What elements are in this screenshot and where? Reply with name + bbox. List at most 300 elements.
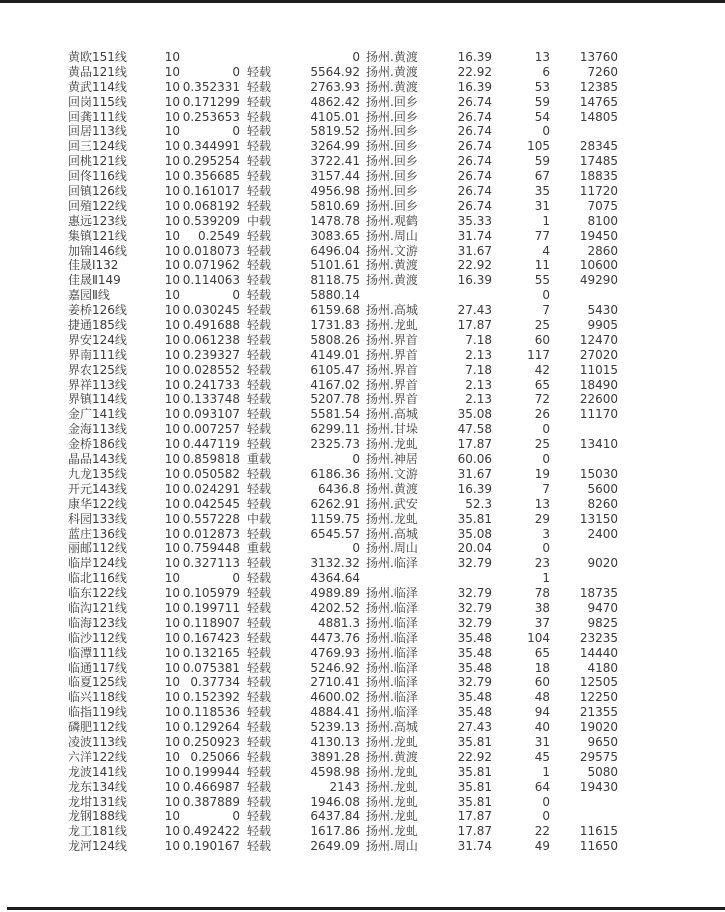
cell-voltage: 10 bbox=[164, 94, 180, 109]
cell-count: 0 bbox=[542, 422, 550, 437]
cell-line-name: 回居113线 bbox=[68, 124, 127, 139]
table-row bbox=[0, 392, 725, 407]
cell-total: 8100 bbox=[587, 213, 618, 228]
cell-value: 5246.92 bbox=[310, 660, 360, 675]
cell-voltage: 10 bbox=[164, 64, 180, 79]
cell-pct: 47.58 bbox=[457, 422, 492, 437]
cell-value: 4956.98 bbox=[310, 184, 360, 199]
cell-pct: 60.06 bbox=[457, 452, 492, 467]
cell-line-name: 黄武114线 bbox=[68, 79, 127, 94]
cell-ratio: 0.061238 bbox=[182, 332, 240, 347]
cell-pct: 2.13 bbox=[465, 377, 492, 392]
cell-pct: 26.74 bbox=[457, 169, 492, 184]
cell-load-level: 轻载 bbox=[247, 839, 272, 854]
cell-ratio: 0.352331 bbox=[182, 79, 240, 94]
cell-station: 扬州.龙虬 bbox=[366, 511, 418, 526]
cell-line-name: 界安124线 bbox=[68, 332, 127, 347]
cell-station: 扬州.回乡 bbox=[366, 184, 418, 199]
cell-pct: 20.04 bbox=[457, 541, 492, 556]
cell-total: 27020 bbox=[579, 347, 618, 362]
cell-count: 11 bbox=[534, 258, 550, 273]
table-row bbox=[0, 556, 725, 571]
cell-line-name: 临指119线 bbox=[68, 705, 127, 720]
cell-pct: 16.39 bbox=[457, 79, 492, 94]
cell-voltage: 10 bbox=[164, 556, 180, 571]
cell-station: 扬州.临泽 bbox=[366, 660, 418, 675]
cell-value: 2325.73 bbox=[310, 437, 360, 452]
cell-voltage: 10 bbox=[164, 243, 180, 258]
cell-line-name: 六洋122线 bbox=[68, 749, 127, 764]
cell-load-level: 轻载 bbox=[247, 720, 272, 735]
cell-value: 1731.83 bbox=[310, 318, 360, 333]
cell-count: 0 bbox=[542, 452, 550, 467]
table-row bbox=[0, 303, 725, 318]
cell-voltage: 10 bbox=[164, 109, 180, 124]
cell-value: 4167.02 bbox=[310, 377, 360, 392]
cell-ratio: 0.093107 bbox=[182, 407, 240, 422]
cell-voltage: 10 bbox=[164, 213, 180, 228]
cell-line-name: 嘉园Ⅱ线 bbox=[68, 288, 110, 303]
cell-station: 扬州.黄渡 bbox=[366, 749, 418, 764]
cell-value: 3722.41 bbox=[310, 154, 360, 169]
cell-line-name: 临北116线 bbox=[68, 571, 127, 586]
table-row bbox=[0, 497, 725, 512]
cell-pct: 17.87 bbox=[457, 318, 492, 333]
cell-ratio: 0 bbox=[232, 288, 240, 303]
cell-count: 7 bbox=[542, 303, 550, 318]
cell-load-level: 轻载 bbox=[247, 347, 272, 362]
cell-line-name: 金桥186线 bbox=[68, 437, 127, 452]
cell-voltage: 10 bbox=[164, 571, 180, 586]
cell-pct: 16.39 bbox=[457, 50, 492, 64]
cell-load-level: 轻载 bbox=[247, 422, 272, 437]
cell-value: 5581.54 bbox=[310, 407, 360, 422]
cell-value: 4989.89 bbox=[310, 586, 360, 601]
cell-total: 11720 bbox=[579, 184, 618, 199]
table-row bbox=[0, 184, 725, 199]
cell-total: 18735 bbox=[579, 586, 618, 601]
cell-count: 18 bbox=[534, 660, 550, 675]
cell-ratio: 0.171299 bbox=[182, 94, 240, 109]
cell-station: 扬州.回乡 bbox=[366, 124, 418, 139]
cell-station: 扬州.回乡 bbox=[366, 169, 418, 184]
cell-total: 14765 bbox=[579, 94, 618, 109]
cell-station: 扬州.临泽 bbox=[366, 675, 418, 690]
cell-station: 扬州.黄渡 bbox=[366, 258, 418, 273]
cell-voltage: 10 bbox=[164, 839, 180, 854]
cell-ratio: 0.199944 bbox=[182, 764, 240, 779]
cell-total: 49290 bbox=[579, 273, 618, 288]
cell-ratio: 0.491688 bbox=[182, 318, 240, 333]
cell-pct: 35.48 bbox=[457, 645, 492, 660]
cell-count: 29 bbox=[534, 511, 550, 526]
cell-total: 11015 bbox=[579, 362, 618, 377]
cell-voltage: 10 bbox=[164, 600, 180, 615]
cell-line-name: 九龙135线 bbox=[68, 466, 127, 481]
cell-station: 扬州.周山 bbox=[366, 541, 418, 556]
cell-station: 扬州.回乡 bbox=[366, 94, 418, 109]
cell-line-name: 开元143线 bbox=[68, 481, 127, 496]
cell-voltage: 10 bbox=[164, 630, 180, 645]
cell-voltage: 10 bbox=[164, 79, 180, 94]
cell-voltage: 10 bbox=[164, 139, 180, 154]
cell-station: 扬州.龙虬 bbox=[366, 734, 418, 749]
table-row bbox=[0, 65, 725, 80]
cell-count: 38 bbox=[534, 600, 550, 615]
cell-total: 9905 bbox=[587, 318, 618, 333]
cell-voltage: 10 bbox=[164, 377, 180, 392]
cell-load-level: 轻载 bbox=[247, 392, 272, 407]
cell-load-level: 轻载 bbox=[247, 526, 272, 541]
cell-load-level: 轻载 bbox=[247, 362, 272, 377]
cell-station: 扬州.回乡 bbox=[366, 198, 418, 213]
cell-station: 扬州.文游 bbox=[366, 243, 418, 258]
cell-line-name: 临沟121线 bbox=[68, 600, 127, 615]
cell-load-level: 轻载 bbox=[247, 630, 272, 645]
cell-load-level: 轻载 bbox=[247, 79, 272, 94]
cell-ratio: 0.356685 bbox=[182, 169, 240, 184]
cell-voltage: 10 bbox=[164, 511, 180, 526]
cell-station: 扬州.观鹤 bbox=[366, 213, 418, 228]
cell-pct: 26.74 bbox=[457, 124, 492, 139]
table-row bbox=[0, 407, 725, 422]
cell-load-level: 轻载 bbox=[247, 660, 272, 675]
cell-pct: 32.79 bbox=[457, 675, 492, 690]
cell-pct: 26.74 bbox=[457, 198, 492, 213]
cell-value: 4130.13 bbox=[310, 734, 360, 749]
cell-load-level: 轻载 bbox=[247, 318, 272, 333]
cell-station: 扬州.龙虬 bbox=[366, 764, 418, 779]
table-row bbox=[0, 288, 725, 303]
table-row bbox=[0, 795, 725, 810]
cell-total: 19450 bbox=[579, 228, 618, 243]
table-row bbox=[0, 139, 725, 154]
cell-total: 4180 bbox=[587, 660, 618, 675]
table-row bbox=[0, 735, 725, 750]
cell-station: 扬州.周山 bbox=[366, 228, 418, 243]
cell-line-name: 回岗115线 bbox=[68, 94, 127, 109]
cell-pct: 35.81 bbox=[457, 764, 492, 779]
cell-total: 18490 bbox=[579, 377, 618, 392]
cell-total: 2860 bbox=[587, 243, 618, 258]
cell-voltage: 10 bbox=[164, 779, 180, 794]
cell-count: 22 bbox=[534, 824, 550, 839]
cell-total: 14440 bbox=[579, 645, 618, 660]
cell-station: 扬州.临泽 bbox=[366, 630, 418, 645]
cell-station: 扬州.临泽 bbox=[366, 645, 418, 660]
cell-load-level: 轻载 bbox=[247, 377, 272, 392]
cell-pct: 31.67 bbox=[457, 243, 492, 258]
cell-voltage: 10 bbox=[164, 437, 180, 452]
cell-voltage: 10 bbox=[164, 541, 180, 556]
cell-count: 3 bbox=[542, 526, 550, 541]
cell-load-level: 轻载 bbox=[247, 139, 272, 154]
cell-load-level: 轻载 bbox=[247, 184, 272, 199]
cell-pct: 17.87 bbox=[457, 809, 492, 824]
cell-count: 6 bbox=[542, 64, 550, 79]
table-row bbox=[0, 780, 725, 795]
cell-pct: 32.79 bbox=[457, 600, 492, 615]
cell-count: 40 bbox=[534, 720, 550, 735]
cell-load-level: 轻载 bbox=[247, 228, 272, 243]
table-row bbox=[0, 95, 725, 110]
cell-pct: 7.18 bbox=[465, 362, 492, 377]
cell-total: 9650 bbox=[587, 734, 618, 749]
cell-station: 扬州.界首 bbox=[366, 332, 418, 347]
cell-voltage: 10 bbox=[164, 332, 180, 347]
cell-station: 扬州.黄渡 bbox=[366, 273, 418, 288]
cell-load-level: 轻载 bbox=[247, 332, 272, 347]
table-row bbox=[0, 616, 725, 631]
table-row bbox=[0, 646, 725, 661]
cell-count: 19 bbox=[534, 466, 550, 481]
cell-voltage: 10 bbox=[164, 228, 180, 243]
cell-voltage: 10 bbox=[164, 720, 180, 735]
cell-value: 6186.36 bbox=[310, 466, 360, 481]
cell-count: 54 bbox=[534, 109, 550, 124]
table-row bbox=[0, 318, 725, 333]
cell-total: 23235 bbox=[579, 630, 618, 645]
cell-voltage: 10 bbox=[164, 198, 180, 213]
cell-value: 4769.93 bbox=[310, 645, 360, 660]
cell-line-name: 惠远123线 bbox=[68, 213, 127, 228]
cell-voltage: 10 bbox=[164, 392, 180, 407]
cell-line-name: 临兴118线 bbox=[68, 690, 127, 705]
cell-ratio: 0.250923 bbox=[182, 734, 240, 749]
cell-count: 42 bbox=[534, 362, 550, 377]
cell-ratio: 0.466987 bbox=[182, 779, 240, 794]
table-row bbox=[0, 482, 725, 497]
table-row bbox=[0, 80, 725, 95]
cell-ratio: 0.241733 bbox=[182, 377, 240, 392]
cell-count: 1 bbox=[542, 213, 550, 228]
cell-line-name: 黄欧151线 bbox=[68, 50, 127, 64]
cell-total: 11650 bbox=[579, 839, 618, 854]
cell-ratio: 0.129264 bbox=[182, 720, 240, 735]
cell-total: 18835 bbox=[579, 169, 618, 184]
table-row bbox=[0, 541, 725, 556]
cell-line-name: 界镇114线 bbox=[68, 392, 127, 407]
cell-load-level: 轻载 bbox=[247, 94, 272, 109]
cell-line-name: 临沙112线 bbox=[68, 630, 127, 645]
cell-load-level: 轻载 bbox=[247, 779, 272, 794]
cell-load-level: 轻载 bbox=[247, 824, 272, 839]
cell-count: 59 bbox=[534, 94, 550, 109]
cell-value: 6437.84 bbox=[310, 809, 360, 824]
cell-ratio: 0 bbox=[232, 809, 240, 824]
cell-total: 11615 bbox=[579, 824, 618, 839]
cell-pct: 35.33 bbox=[457, 213, 492, 228]
cell-count: 104 bbox=[527, 630, 550, 645]
cell-station: 扬州.回乡 bbox=[366, 139, 418, 154]
cell-line-name: 回龚111线 bbox=[68, 109, 127, 124]
cell-value: 1946.08 bbox=[310, 794, 360, 809]
cell-ratio: 0.024291 bbox=[182, 481, 240, 496]
cell-value: 4364.64 bbox=[310, 571, 360, 586]
table-row bbox=[0, 110, 725, 125]
cell-total: 17485 bbox=[579, 154, 618, 169]
cell-load-level: 轻载 bbox=[247, 496, 272, 511]
cell-value: 6262.91 bbox=[310, 496, 360, 511]
cell-pct: 35.48 bbox=[457, 630, 492, 645]
cell-ratio: 0.859818 bbox=[182, 452, 240, 467]
cell-voltage: 10 bbox=[164, 690, 180, 705]
cell-count: 31 bbox=[534, 198, 550, 213]
cell-ratio: 0.118907 bbox=[182, 615, 240, 630]
table-row bbox=[0, 452, 725, 467]
cell-count: 77 bbox=[534, 228, 550, 243]
cell-count: 31 bbox=[534, 734, 550, 749]
cell-station: 扬州.甘垛 bbox=[366, 422, 418, 437]
table-row bbox=[0, 631, 725, 646]
cell-voltage: 10 bbox=[164, 675, 180, 690]
cell-total: 14805 bbox=[579, 109, 618, 124]
cell-station: 扬州.龙虬 bbox=[366, 318, 418, 333]
table-row bbox=[0, 214, 725, 229]
cell-pct: 16.39 bbox=[457, 481, 492, 496]
cell-ratio: 0.118536 bbox=[182, 705, 240, 720]
cell-count: 105 bbox=[527, 139, 550, 154]
cell-load-level: 轻载 bbox=[247, 734, 272, 749]
cell-pct: 22.92 bbox=[457, 749, 492, 764]
cell-line-name: 龙东134线 bbox=[68, 779, 127, 794]
cell-value: 5207.78 bbox=[310, 392, 360, 407]
cell-value: 3891.28 bbox=[310, 749, 360, 764]
cell-voltage: 10 bbox=[164, 705, 180, 720]
cell-line-name: 临通117线 bbox=[68, 660, 127, 675]
cell-station: 扬州.界首 bbox=[366, 377, 418, 392]
cell-voltage: 10 bbox=[164, 347, 180, 362]
cell-line-name: 界南111线 bbox=[68, 347, 127, 362]
cell-station: 扬州.周山 bbox=[366, 839, 418, 854]
cell-total: 12385 bbox=[579, 79, 618, 94]
cell-value: 4881.3 bbox=[318, 615, 360, 630]
table-row bbox=[0, 720, 725, 735]
cell-total: 12250 bbox=[579, 690, 618, 705]
table-row bbox=[0, 809, 725, 824]
table-row bbox=[0, 244, 725, 259]
cell-pct: 17.87 bbox=[457, 824, 492, 839]
cell-voltage: 10 bbox=[164, 794, 180, 809]
cell-pct: 26.74 bbox=[457, 184, 492, 199]
cell-ratio: 0 bbox=[232, 571, 240, 586]
cell-station: 扬州.高城 bbox=[366, 303, 418, 318]
cell-line-name: 加锦146线 bbox=[68, 243, 127, 258]
cell-total: 12470 bbox=[579, 332, 618, 347]
cell-count: 0 bbox=[542, 541, 550, 556]
cell-line-name: 龙波141线 bbox=[68, 764, 127, 779]
cell-value: 4600.02 bbox=[310, 690, 360, 705]
cell-count: 53 bbox=[534, 79, 550, 94]
cell-line-name: 临海123线 bbox=[68, 615, 127, 630]
cell-count: 35 bbox=[534, 184, 550, 199]
cell-total: 2400 bbox=[587, 526, 618, 541]
cell-count: 25 bbox=[534, 318, 550, 333]
table-row bbox=[0, 661, 725, 676]
cell-value: 4202.52 bbox=[310, 600, 360, 615]
cell-ratio: 0.114063 bbox=[182, 273, 240, 288]
cell-ratio: 0.071962 bbox=[182, 258, 240, 273]
table-row bbox=[0, 824, 725, 839]
cell-total: 13760 bbox=[579, 50, 618, 64]
cell-station: 扬州.临泽 bbox=[366, 586, 418, 601]
cell-voltage: 10 bbox=[164, 303, 180, 318]
cell-pct: 31.67 bbox=[457, 466, 492, 481]
cell-station: 扬州.高城 bbox=[366, 720, 418, 735]
cell-pct: 35.81 bbox=[457, 779, 492, 794]
cell-load-level: 轻载 bbox=[247, 556, 272, 571]
cell-voltage: 10 bbox=[164, 586, 180, 601]
cell-load-level: 轻载 bbox=[247, 124, 272, 139]
cell-line-name: 金海113线 bbox=[68, 422, 127, 437]
cell-pct: 35.81 bbox=[457, 734, 492, 749]
cell-value: 6545.57 bbox=[310, 526, 360, 541]
cell-station: 扬州.武安 bbox=[366, 496, 418, 511]
cell-load-level: 轻载 bbox=[247, 571, 272, 586]
cell-station: 扬州.龙虬 bbox=[366, 824, 418, 839]
cell-count: 23 bbox=[534, 556, 550, 571]
cell-voltage: 10 bbox=[164, 288, 180, 303]
table-row bbox=[0, 750, 725, 765]
cell-line-name: 龙坩131线 bbox=[68, 794, 127, 809]
cell-total: 5080 bbox=[587, 764, 618, 779]
cell-line-name: 龙钢188线 bbox=[68, 809, 127, 824]
cell-pct: 31.74 bbox=[457, 839, 492, 854]
cell-pct: 31.74 bbox=[457, 228, 492, 243]
cell-line-name: 回佟116线 bbox=[68, 169, 127, 184]
cell-total: 13410 bbox=[579, 437, 618, 452]
cell-load-level: 轻载 bbox=[247, 586, 272, 601]
cell-load-level: 轻载 bbox=[247, 690, 272, 705]
cell-value: 2143 bbox=[329, 779, 360, 794]
cell-load-level: 轻载 bbox=[247, 749, 272, 764]
cell-value: 3132.32 bbox=[310, 556, 360, 571]
table-row bbox=[0, 273, 725, 288]
cell-ratio: 0.295254 bbox=[182, 154, 240, 169]
cell-value: 5880.14 bbox=[310, 288, 360, 303]
cell-ratio: 0.37734 bbox=[190, 675, 240, 690]
cell-station: 扬州.回乡 bbox=[366, 109, 418, 124]
cell-total: 7075 bbox=[587, 198, 618, 213]
cell-value: 1159.75 bbox=[310, 511, 360, 526]
cell-line-name: 界祥113线 bbox=[68, 377, 127, 392]
cell-value: 2710.41 bbox=[310, 675, 360, 690]
table-row bbox=[0, 363, 725, 378]
cell-line-name: 龙工181线 bbox=[68, 824, 127, 839]
cell-station: 扬州.界首 bbox=[366, 392, 418, 407]
cell-total: 7260 bbox=[587, 64, 618, 79]
table-row bbox=[0, 571, 725, 586]
cell-pct: 22.92 bbox=[457, 64, 492, 79]
cell-value: 0 bbox=[352, 452, 360, 467]
cell-total: 28345 bbox=[579, 139, 618, 154]
cell-load-level: 轻载 bbox=[247, 407, 272, 422]
table-row bbox=[0, 839, 725, 854]
cell-total: 19430 bbox=[579, 779, 618, 794]
cell-load-level: 轻载 bbox=[247, 794, 272, 809]
cell-total: 15030 bbox=[579, 466, 618, 481]
cell-load-level: 重载 bbox=[247, 452, 272, 467]
cell-count: 60 bbox=[534, 675, 550, 690]
cell-pct: 2.13 bbox=[465, 347, 492, 362]
cell-voltage: 10 bbox=[164, 154, 180, 169]
cell-pct: 26.74 bbox=[457, 139, 492, 154]
cell-count: 13 bbox=[534, 496, 550, 511]
page-top-border bbox=[0, 0, 725, 3]
cell-count: 72 bbox=[534, 392, 550, 407]
cell-line-name: 龙河124线 bbox=[68, 839, 127, 854]
cell-value: 3157.44 bbox=[310, 169, 360, 184]
